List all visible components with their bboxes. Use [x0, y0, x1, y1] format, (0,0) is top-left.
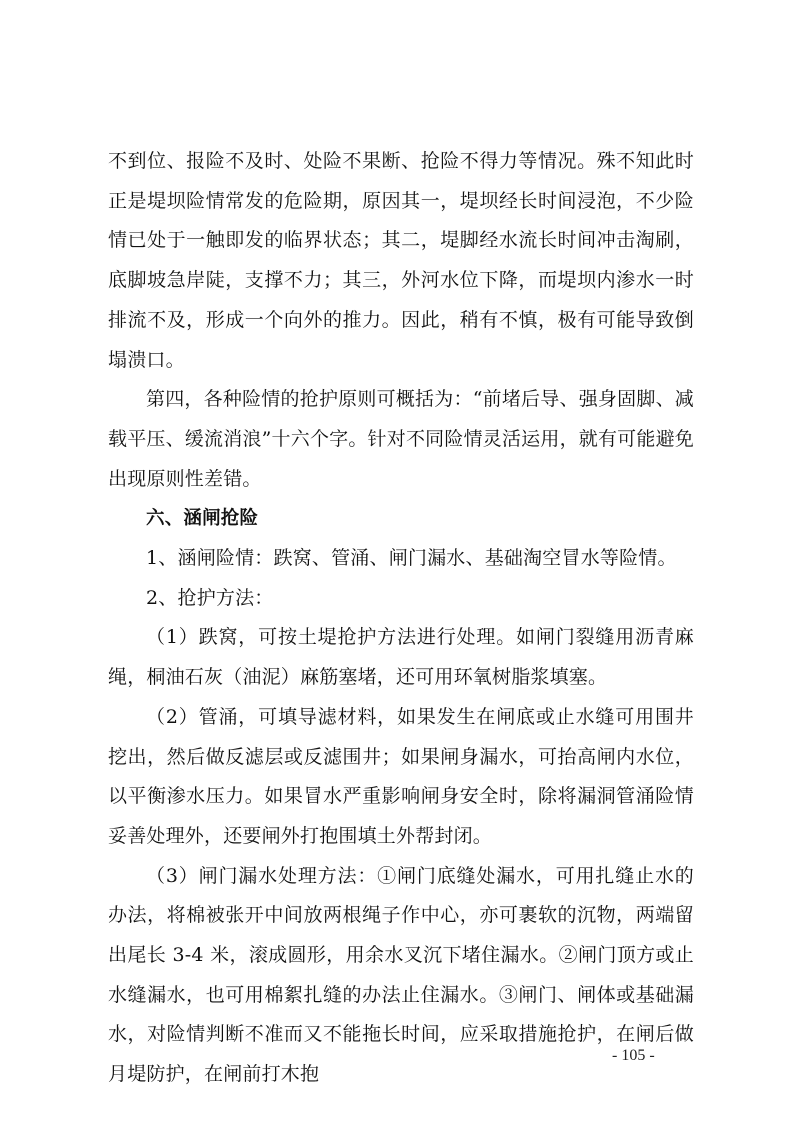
paragraph-method-1: （1）跌窝，可按土堤抢护方法进行处理。如闸门裂缝用沥青麻绳，桐油石灰（油泥）麻筋塞堵，还可用环氧树脂浆填塞。: [108, 626, 694, 689]
paragraph-principles: 第四，各种险情的抢护原则可概括为：“前堵后导、强身固脚、减载平压、缓流消浪”十六个字。针对不同险情灵活运用，就有可能避免出现原则性差错。: [108, 388, 694, 490]
section-heading: 六、涵闸抢险: [146, 508, 259, 530]
paragraph-rescue-methods: 2、抢护方法：: [146, 586, 274, 609]
page-number: - 105 -: [612, 1047, 655, 1064]
paragraph-sluice-hazards: 1、涵闸险情：跌窝、管涌、闸门漏水、基础淘空冒水等险情。: [146, 547, 677, 570]
paragraph-method-3: （3）闸门漏水处理方法：①闸门底缝处漏水，可用扎缝止水的办法，将棉被张开中间放两根绳子作中心，亦可裹软的沉物，两端留出尾长 3-4 米，滚成圆形，用余水叉沉下堵住漏水。②闸门顶方或止水缝漏水，也可用棉絮扎缝的办法止住漏水。③闸门、闸体或基础漏水，对险情判断不准而又不能拖长时间，应采取措施抢护，在闸后做月堤防护，在闸前打木抱: [108, 864, 694, 1086]
paragraph-continued: 不到位、报险不及时、处险不果断、抢险不得力等情况。殊不知此时正是堤坝险情常发的危险期，原因其一，堤坝经长时间浸泡，不少险情已处于一触即发的临界状态；其二，堤脚经水流长时间冲击淘刷，底脚坡急岸陡，支撑不力；其三，外河水位下降，而堤坝内渗水一时排流不及，形成一个向外的推力。因此，稍有不慎，极有可能导致倒塌溃口。: [108, 150, 694, 371]
paragraph-method-2: （2）管涌，可填导滤材料，如果发生在闸底或止水缝可用围井挖出，然后做反滤层或反滤围井；如果闸身漏水，可抬高闸内水位，以平衡渗水压力。如果冒水严重影响闸身安全时，除将漏洞管涌险情妥善处理外，还要闸外打抱围填土外帮封闭。: [108, 705, 694, 847]
body-text: [108, 142, 694, 1095]
